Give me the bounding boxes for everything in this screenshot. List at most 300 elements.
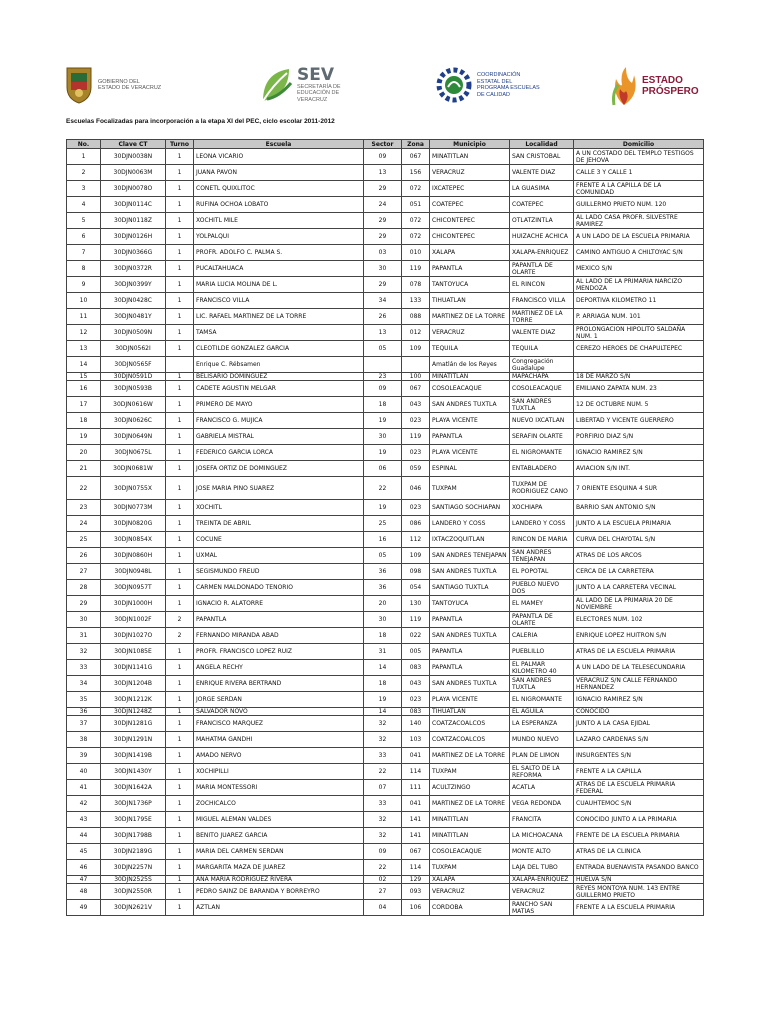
cell-zona: 109 [402, 341, 430, 357]
cell-domicilio: PORFIRIO DIAZ S/N [574, 429, 704, 445]
cell-clave-ct: 30DJN0820G [101, 516, 166, 532]
cell-sector: 09 [364, 149, 402, 165]
cell-sector: 30 [364, 261, 402, 277]
cell-sector: 09 [364, 844, 402, 860]
table-row [67, 397, 704, 413]
cell-localidad: MUNDO NUEVO [510, 732, 574, 748]
cell-clave-ct: 30DJN0860H [101, 548, 166, 564]
cell-localidad: EL NIGROMANTE [510, 692, 574, 708]
cell-clave-ct: 30DJN1212K [101, 692, 166, 708]
cell-sector [364, 357, 402, 373]
cell-clave-ct: 30DJN0118Z [101, 213, 166, 229]
cell-localidad: XOCHIAPA [510, 500, 574, 516]
cell-localidad: PAPANTLA DE OLARTE [510, 261, 574, 277]
cell-escuela: IGNACIO R. ALATORRE [194, 596, 364, 612]
cell-zona: 119 [402, 261, 430, 277]
cell-zona: 119 [402, 429, 430, 445]
cell-municipio: TANTOYUCA [430, 277, 510, 293]
cell-sector: 09 [364, 381, 402, 397]
cell-turno: 1 [166, 381, 194, 397]
cell-clave-ct: 30DJN0626C [101, 413, 166, 429]
cell-domicilio: CALLE 3 Y CALLE 1 [574, 165, 704, 181]
cell-turno: 1 [166, 413, 194, 429]
table-row [67, 876, 704, 884]
cell-domicilio: JUNTO A LA CARRETERA VECINAL [574, 580, 704, 596]
cell-clave-ct: 30DJN2257N [101, 860, 166, 876]
table-body [67, 149, 704, 916]
cell-escuela: SALVADOR NOVO [194, 708, 364, 716]
cell-no: 16 [67, 381, 101, 397]
cell-sector: 19 [364, 445, 402, 461]
table-row [67, 564, 704, 580]
cell-clave-ct: 30DJN1430Y [101, 764, 166, 780]
cell-domicilio: ATRAS DE LOS ARCOS [574, 548, 704, 564]
cell-escuela: CLEOTILDE GONZALEZ GARCIA [194, 341, 364, 357]
cell-clave-ct: 30DJN0616W [101, 397, 166, 413]
cell-no: 37 [67, 716, 101, 732]
cell-domicilio: REYES MONTOYA NUM. 143 ENTRE GUILLERMO PRIETO [574, 884, 704, 900]
cell-sector: 34 [364, 293, 402, 309]
table-row [67, 708, 704, 716]
cell-zona: 005 [402, 644, 430, 660]
cell-domicilio: ATRAS DE LA CLINICA [574, 844, 704, 860]
cell-sector: 26 [364, 309, 402, 325]
cell-no: 34 [67, 676, 101, 692]
cell-municipio: ACULTZINGO [430, 780, 510, 796]
cell-no: 3 [67, 181, 101, 197]
cell-domicilio: MEXICO S/N [574, 261, 704, 277]
cell-no: 14 [67, 357, 101, 373]
cell-zona: 022 [402, 628, 430, 644]
cell-escuela: CARMEN MALDONADO TENORIO [194, 580, 364, 596]
gobierno-veracruz-logo [64, 65, 162, 105]
cell-no: 32 [67, 644, 101, 660]
cell-zona: 043 [402, 676, 430, 692]
cell-sector: 20 [364, 596, 402, 612]
cell-zona: 041 [402, 748, 430, 764]
cell-localidad: OTLATZINTLA [510, 213, 574, 229]
table-row [67, 381, 704, 397]
cell-zona: 106 [402, 900, 430, 916]
cell-sector: 30 [364, 429, 402, 445]
cell-municipio: MARTINEZ DE LA TORRE [430, 748, 510, 764]
cell-municipio: MINATITLAN [430, 373, 510, 381]
cell-domicilio: JUNTO A LA CASA EJIDAL [574, 716, 704, 732]
cell-localidad: SAN CRISTOBAL [510, 149, 574, 165]
header-zona: Zona [402, 140, 430, 149]
cell-municipio: PLAYA VICENTE [430, 413, 510, 429]
coordinacion-logo-text: COORDINACIÓN ESTATAL DEL PROGRAMA ESCUELAS DE CALIDAD [477, 72, 540, 98]
cell-clave-ct: 30DJN0948L [101, 564, 166, 580]
table-row [67, 277, 704, 293]
cell-turno: 1 [166, 309, 194, 325]
cell-municipio: COATZACOALCOS [430, 716, 510, 732]
cell-zona: 100 [402, 373, 430, 381]
header-sector: Sector [364, 140, 402, 149]
table-row [67, 860, 704, 876]
gobierno-logo-text: GOBIERNO DEL ESTADO DE VERACRUZ [98, 78, 162, 91]
cell-municipio: PAPANTLA [430, 261, 510, 277]
table-row [67, 341, 704, 357]
cell-localidad: VALENTE DIAZ [510, 165, 574, 181]
cell-escuela: SEGISMUNDO FREUD [194, 564, 364, 580]
cell-localidad: PLAN DE LIMON [510, 748, 574, 764]
cell-turno: 1 [166, 477, 194, 500]
cell-escuela: MARIA MONTESSORI [194, 780, 364, 796]
cell-escuela: JOSE MARIA PINO SUAREZ [194, 477, 364, 500]
cell-escuela: FERNANDO MIRANDA ABAD [194, 628, 364, 644]
header-localidad: Localidad [510, 140, 574, 149]
cell-zona: 112 [402, 532, 430, 548]
cell-municipio: SAN ANDRES TUXTLA [430, 628, 510, 644]
cell-escuela: FRANCISCO G. MUJICA [194, 413, 364, 429]
sev-logo-title: SEV [297, 64, 335, 85]
cell-turno: 1 [166, 325, 194, 341]
cell-sector: 19 [364, 413, 402, 429]
cell-municipio: MINATITLAN [430, 812, 510, 828]
cell-no: 39 [67, 748, 101, 764]
cell-turno: 1 [166, 660, 194, 676]
cell-turno: 1 [166, 876, 194, 884]
cell-escuela: MIGUEL ALEMAN VALDES [194, 812, 364, 828]
cell-clave-ct: 30DJN0562I [101, 341, 166, 357]
cell-turno: 1 [166, 277, 194, 293]
table-row [67, 181, 704, 197]
cell-zona: 051 [402, 197, 430, 213]
table-row [67, 445, 704, 461]
cell-zona: 072 [402, 229, 430, 245]
cell-escuela: PROFR. FRANCISCO LOPEZ RUIZ [194, 644, 364, 660]
cell-localidad: EL POPOTAL [510, 564, 574, 580]
cell-clave-ct: 30DJN2189G [101, 844, 166, 860]
cell-turno: 1 [166, 708, 194, 716]
cell-clave-ct: 30DJN1141G [101, 660, 166, 676]
cell-localidad: SAN ANDRES TUXTLA [510, 397, 574, 413]
cell-escuela: XOCHITL MILE [194, 213, 364, 229]
cell-escuela: AMADO NERVO [194, 748, 364, 764]
cell-escuela: JORGE SERDAN [194, 692, 364, 708]
cell-localidad: PUEBLO NUEVO DOS [510, 580, 574, 596]
cell-municipio: CORDOBA [430, 900, 510, 916]
cell-domicilio: ATRAS DE LA ESCUELA PRIMARIA [574, 644, 704, 660]
header-municipio: Municipio [430, 140, 510, 149]
cell-sector: 22 [364, 764, 402, 780]
cell-zona: 046 [402, 477, 430, 500]
cell-zona: 140 [402, 716, 430, 732]
cell-turno: 2 [166, 612, 194, 628]
cell-localidad: COATEPEC [510, 197, 574, 213]
cell-escuela: AZTLAN [194, 900, 364, 916]
table-row [67, 732, 704, 748]
cell-sector: 14 [364, 708, 402, 716]
cell-municipio: SAN ANDRES TUXTLA [430, 397, 510, 413]
cell-sector: 13 [364, 165, 402, 181]
cell-zona: 093 [402, 884, 430, 900]
cell-localidad: RANCHO SAN MATIAS [510, 900, 574, 916]
cell-domicilio: HUELVA S/N [574, 876, 704, 884]
cell-sector: 23 [364, 373, 402, 381]
table-row [67, 500, 704, 516]
cell-no: 25 [67, 532, 101, 548]
cell-localidad: ACATLA [510, 780, 574, 796]
cell-municipio: PLAYA VICENTE [430, 692, 510, 708]
cell-localidad: MARTINEZ DE LA TORRE [510, 309, 574, 325]
cell-zona: 010 [402, 245, 430, 261]
cell-zona: 156 [402, 165, 430, 181]
cell-localidad: NUEVO IXCATLAN [510, 413, 574, 429]
cell-municipio: CHICONTEPEC [430, 229, 510, 245]
cell-escuela: BENITO JUAREZ GARCIA [194, 828, 364, 844]
cell-turno: 1 [166, 732, 194, 748]
cell-sector: 32 [364, 812, 402, 828]
cell-escuela: BELISARIO DOMINGUEZ [194, 373, 364, 381]
header-no: No. [67, 140, 101, 149]
cell-sector: 27 [364, 884, 402, 900]
table-row [67, 900, 704, 916]
cell-escuela: UXMAL [194, 548, 364, 564]
cell-clave-ct: 30DJN1085E [101, 644, 166, 660]
cell-turno: 1 [166, 181, 194, 197]
cell-clave-ct: 30DJN1642A [101, 780, 166, 796]
cell-turno: 1 [166, 149, 194, 165]
table-row [67, 165, 704, 181]
cell-no: 36 [67, 708, 101, 716]
cell-domicilio: P. ARRIAGA NUM. 101 [574, 309, 704, 325]
cell-sector: 31 [364, 644, 402, 660]
cell-turno: 1 [166, 213, 194, 229]
table-row [67, 357, 704, 373]
cell-domicilio: JUNTO A LA ESCUELA PRIMARIA [574, 516, 704, 532]
cell-domicilio: FRENTE DE LA ESCUELA PRIMARIA [574, 828, 704, 844]
cell-localidad: FRANCITA [510, 812, 574, 828]
cell-municipio: COSOLEACAQUE [430, 381, 510, 397]
cell-clave-ct: 30DJN0773M [101, 500, 166, 516]
cell-escuela: PAPANTLA [194, 612, 364, 628]
cell-no: 31 [67, 628, 101, 644]
table-row [67, 229, 704, 245]
cell-zona: 067 [402, 381, 430, 397]
cell-zona [402, 357, 430, 373]
cell-no: 27 [67, 564, 101, 580]
cell-turno: 1 [166, 341, 194, 357]
cell-municipio: COATEPEC [430, 197, 510, 213]
table-row [67, 548, 704, 564]
cell-turno: 1 [166, 596, 194, 612]
cell-localidad: COSOLEACAQUE [510, 381, 574, 397]
pec-star-icon [435, 65, 473, 105]
table-row [67, 764, 704, 780]
cell-domicilio: LIBERTAD Y VICENTE GUERRERO [574, 413, 704, 429]
cell-municipio: SAN ANDRES TENEJAPAN [430, 548, 510, 564]
cell-sector: 22 [364, 477, 402, 500]
cell-no: 33 [67, 660, 101, 676]
cell-domicilio: CONOCIDO JUNTO A LA PRIMARIA [574, 812, 704, 828]
cell-domicilio: CAMINO ANTIGUO A CHILTOYAC S/N [574, 245, 704, 261]
cell-municipio: TANTOYUCA [430, 596, 510, 612]
cell-localidad: LA GUASIMA [510, 181, 574, 197]
cell-escuela: MARIA LUCIA MOLINA DE L. [194, 277, 364, 293]
cell-localidad: CALERIA [510, 628, 574, 644]
cell-zona: 054 [402, 580, 430, 596]
cell-no: 22 [67, 477, 101, 500]
cell-no: 40 [67, 764, 101, 780]
cell-clave-ct: 30DJN0854X [101, 532, 166, 548]
cell-turno: 1 [166, 293, 194, 309]
cell-clave-ct: 30DJN0372R [101, 261, 166, 277]
table-row [67, 580, 704, 596]
cell-domicilio: CURVA DEL CHAYOTAL S/N [574, 532, 704, 548]
cell-zona: 041 [402, 796, 430, 812]
cell-domicilio: A UN COSTADO DEL TEMPLO TESTIGOS DE JEHOVA [574, 149, 704, 165]
cell-sector: 29 [364, 277, 402, 293]
table-row [67, 884, 704, 900]
cell-sector: 18 [364, 628, 402, 644]
cell-clave-ct: 30DJN1027O [101, 628, 166, 644]
cell-no: 20 [67, 445, 101, 461]
cell-municipio: SAN ANDRES TUXTLA [430, 564, 510, 580]
cell-municipio: PAPANTLA [430, 660, 510, 676]
table-row [67, 293, 704, 309]
cell-zona: 133 [402, 293, 430, 309]
cell-turno: 1 [166, 548, 194, 564]
logo-strip [0, 55, 768, 115]
cell-sector: 04 [364, 900, 402, 916]
cell-municipio: SANTIAGO TUXTLA [430, 580, 510, 596]
cell-turno: 2 [166, 628, 194, 644]
cell-turno: 1 [166, 884, 194, 900]
cell-escuela: ANA MARIA RODRIGUEZ RIVERA [194, 876, 364, 884]
cell-localidad: EL AGUILA [510, 708, 574, 716]
cell-clave-ct: 30DJN1419B [101, 748, 166, 764]
cell-no: 13 [67, 341, 101, 357]
cell-sector: 32 [364, 716, 402, 732]
cell-municipio: TIHUATLAN [430, 708, 510, 716]
cell-turno: 1 [166, 229, 194, 245]
table-row [67, 716, 704, 732]
cell-municipio: PAPANTLA [430, 644, 510, 660]
cell-municipio: ESPINAL [430, 461, 510, 477]
cell-municipio: Amatlán de los Reyes [430, 357, 510, 373]
cell-zona: 078 [402, 277, 430, 293]
cell-clave-ct: 30DJN0565F [101, 357, 166, 373]
cell-localidad: EL NIGROMANTE [510, 445, 574, 461]
cell-clave-ct: 30DJN0428C [101, 293, 166, 309]
cell-sector: 32 [364, 732, 402, 748]
cell-escuela: LEONA VICARIO [194, 149, 364, 165]
sev-logo [259, 65, 367, 105]
cell-municipio: TUXPAM [430, 860, 510, 876]
cell-escuela: TREINTA DE ABRIL [194, 516, 364, 532]
cell-zona: 023 [402, 500, 430, 516]
cell-zona: 083 [402, 660, 430, 676]
cell-localidad: MONTE ALTO [510, 844, 574, 860]
cell-domicilio: ENTRADA BUENAVISTA PASANDO BANCO [574, 860, 704, 876]
cell-clave-ct: 30DJN1795E [101, 812, 166, 828]
table-row [67, 660, 704, 676]
cell-no: 6 [67, 229, 101, 245]
cell-domicilio: AL LADO DE LA PRIMARIA NARCIZO MENDOZA [574, 277, 704, 293]
cell-clave-ct: 30DJN0675L [101, 445, 166, 461]
cell-no: 48 [67, 884, 101, 900]
cell-zona: 072 [402, 213, 430, 229]
cell-zona: 141 [402, 812, 430, 828]
cell-no: 42 [67, 796, 101, 812]
cell-municipio: MARTINEZ DE LA TORRE [430, 309, 510, 325]
cell-turno: 1 [166, 580, 194, 596]
cell-domicilio: VERACRUZ S/N CALLE FERNANDO HERNANDEZ [574, 676, 704, 692]
table-row [67, 676, 704, 692]
cell-escuela: PEDRO SAINZ DE BARANDA Y BORREYRO [194, 884, 364, 900]
cell-localidad: VERACRUZ [510, 884, 574, 900]
cell-clave-ct: 30DJN1000H [101, 596, 166, 612]
cell-clave-ct: 30DJN0481Y [101, 309, 166, 325]
cell-no: 24 [67, 516, 101, 532]
cell-sector: 29 [364, 213, 402, 229]
cell-domicilio: 7 ORIENTE ESQUINA 4 SUR [574, 477, 704, 500]
cell-no: 44 [67, 828, 101, 844]
cell-localidad: LAJA DEL TUBO [510, 860, 574, 876]
cell-localidad: EL PALMAR KILOMETRO 40 [510, 660, 574, 676]
cell-no: 28 [67, 580, 101, 596]
cell-zona: 023 [402, 413, 430, 429]
cell-localidad: EL SALTO DE LA REFORMA [510, 764, 574, 780]
cell-sector: 36 [364, 580, 402, 596]
cell-municipio: SANTIAGO SOCHIAPAN [430, 500, 510, 516]
cell-no: 9 [67, 277, 101, 293]
cell-localidad: VEGA REDONDA [510, 796, 574, 812]
cell-turno: 1 [166, 828, 194, 844]
cell-localidad: PUEBLILLO [510, 644, 574, 660]
cell-turno: 1 [166, 373, 194, 381]
cell-no: 12 [67, 325, 101, 341]
cell-zona: 129 [402, 876, 430, 884]
estado-prospero-logo [610, 65, 702, 107]
cell-clave-ct: 30DJN0649N [101, 429, 166, 445]
table-row [67, 309, 704, 325]
cell-turno: 1 [166, 716, 194, 732]
cell-localidad: SAN ANDRES TUXTLA [510, 676, 574, 692]
cell-no: 45 [67, 844, 101, 860]
cell-turno: 1 [166, 461, 194, 477]
cell-escuela: Enrique C. Rébsamen [194, 357, 364, 373]
cell-clave-ct: 30DJN1002F [101, 612, 166, 628]
cell-municipio: MARTINEZ DE LA TORRE [430, 796, 510, 812]
cell-no: 4 [67, 197, 101, 213]
cell-zona: 103 [402, 732, 430, 748]
header-turno: Turno [166, 140, 194, 149]
cell-sector: 05 [364, 548, 402, 564]
cell-clave-ct: 30DJN0366G [101, 245, 166, 261]
table-row [67, 413, 704, 429]
cell-turno: 1 [166, 516, 194, 532]
cell-zona: 023 [402, 692, 430, 708]
table-row [67, 261, 704, 277]
cell-clave-ct: 30DJN1281G [101, 716, 166, 732]
cell-localidad: HUIZACHE ACHICA [510, 229, 574, 245]
cell-zona: 119 [402, 612, 430, 628]
cell-clave-ct: 30DJN1736P [101, 796, 166, 812]
cell-zona: 059 [402, 461, 430, 477]
cell-no: 10 [67, 293, 101, 309]
cell-localidad: Congregación Guadalupe [510, 357, 574, 373]
cell-municipio: VERACRUZ [430, 165, 510, 181]
veracruz-seal-icon [64, 65, 94, 105]
cell-clave-ct: 30DJN0681W [101, 461, 166, 477]
cell-escuela: ENRIQUE RIVERA BERTRAND [194, 676, 364, 692]
coordinacion-logo [435, 65, 543, 105]
cell-domicilio: CUAUHTEMOC S/N [574, 796, 704, 812]
cell-domicilio: FRENTE A LA CAPILLA DE LA COMUNIDAD [574, 181, 704, 197]
